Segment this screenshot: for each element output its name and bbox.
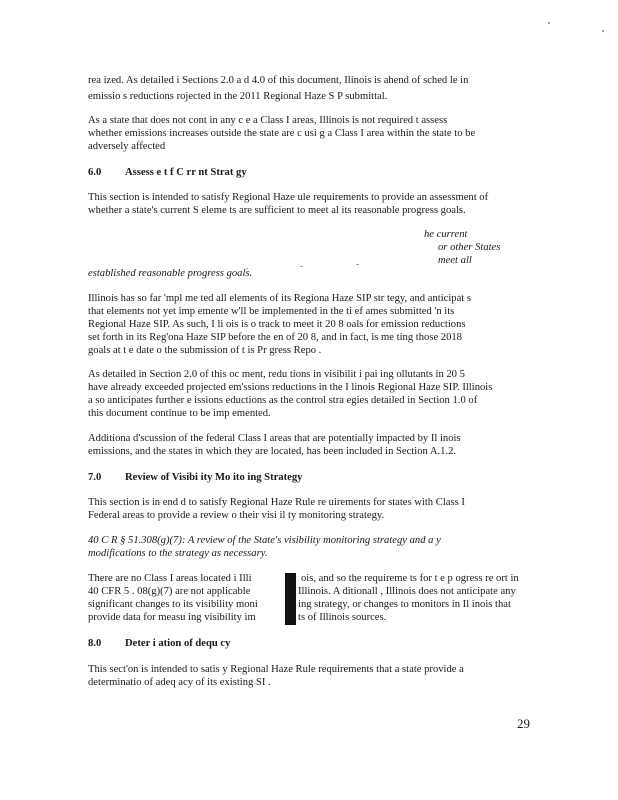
paragraph-line: There are no Class I areas located i Illi (88, 573, 252, 584)
paragraph-line: whether emissions increases outside the state are c usi g a Class I area within the state to be (88, 128, 476, 139)
paragraph-line: This section is in end d to satisfy Regional Haze Rule re uirements for states with Class I (88, 497, 465, 508)
scan-speck (300, 266, 303, 267)
section-title: Review of Visibi ity Mo ito ing Strategy (125, 472, 303, 483)
section-heading-7 (88, 472, 302, 484)
paragraph-line: rea ized. As detailed i Sections 2.0 a d 4.0 of this document, Ilinois is ahend of sched le in (88, 75, 469, 86)
redaction-bar (285, 573, 296, 625)
scan-speck (602, 30, 604, 32)
paragraph-line: set forth in its Reg'ona Haze SIP before the en of 20 8, and in fact, is me ting those 2018 (88, 332, 462, 343)
faded-fragment: he current (424, 229, 468, 240)
paragraph-line: ois, and so the requireme ts for t e p ogress re ort in (301, 573, 519, 584)
section-number: 6.0 (88, 167, 102, 178)
paragraph-line: goals at t e date o the submission of t is Pr gress Repo . (88, 345, 322, 356)
paragraph-line: This sect'on is intended to satis y Regional Haze Rule requirements that a state provide a (88, 664, 464, 675)
paragraph-line: Illinois. A ditionall , Illinois does not anticipate any (298, 586, 516, 597)
section-title: Assess e t f C rr nt Strat gy (125, 167, 247, 178)
paragraph-line: that elements not yet imp emente w'll be implemented in the ti ef ames submitted 'n its (88, 306, 455, 317)
paragraph-line: As detailed in Section 2.0 of this oc ment, redu tions in visibilit i pai ing ollutants in 20 5 (88, 369, 465, 380)
paragraph-line: ing strategy, or changes to monitors in Il inois that (298, 599, 511, 610)
section-heading-6 (88, 167, 247, 179)
section-heading-8 (88, 638, 230, 650)
paragraph-line: significant changes to its visibility moni (88, 599, 258, 610)
paragraph-line: Federal areas to provide a review o their visi il ty monitoring strategy. (88, 510, 385, 521)
paragraph-line: whether a state's current S eleme ts are sufficient to meet al its reasonable progress goals. (88, 205, 466, 216)
faded-fragment: or other States (438, 242, 501, 253)
scan-speck (356, 264, 359, 265)
paragraph-line: ts of Illinois sources. (298, 612, 387, 623)
paragraph-line: emissio s reductions rojected in the 2011 Regional Haze S P submittal. (88, 91, 388, 102)
paragraph-line: Illinois has so far 'mpl me ted all elements of its Regiona Haze SIP str tegy, and anticipat s (88, 293, 471, 304)
paragraph-line: emissions, and the states in which they are located, has been included in Section A.1.2. (88, 446, 457, 457)
paragraph-line: adversely affected (88, 141, 166, 152)
page-number: 29 (517, 716, 530, 731)
paragraph-line: provide data for measu ing visibility im (88, 612, 256, 623)
paragraph-line: As a state that does not cont in any c e a Class I areas, Illinois is not required t assess (88, 115, 448, 126)
paragraph-line: This section is intended to satisfy Regional Haze ule requirements to provide an assessment of (88, 192, 489, 203)
section-title: Deter i ation of dequ cy (125, 638, 231, 649)
faded-fragment: meet all (438, 255, 472, 266)
paragraph-line: 40 CFR 5 . 08(g)(7) are not applicable (88, 586, 251, 597)
section-number: 8.0 (88, 638, 102, 649)
scan-speck (548, 22, 550, 24)
paragraph-line: this document continue to be imp emented. (88, 408, 271, 419)
paragraph-line: have already exceeded projected em'ssions reductions in the I linois Regional Haze SIP. Illinois (88, 382, 493, 393)
paragraph-line: a so anticipates further e issions eductions as the control stra egies detailed in Section 1.0 of (88, 395, 478, 406)
paragraph-line: Additiona d'scussion of the federal Class I areas that are potentially impacted by Il inois (88, 433, 461, 444)
paragraph-line: Regional Haze SIP. As such, I li ois is o track to meet it 20 8 oals for emission reductions (88, 319, 466, 330)
paragraph-line: established reasonable progress goals. (88, 268, 253, 279)
regulation-citation: modifications to the strategy as necessary. (88, 548, 268, 559)
regulation-citation: 40 C R § 51.308(g)(7): A review of the State's visibility monitoring strategy and a y (88, 535, 441, 546)
section-number: 7.0 (88, 472, 102, 483)
paragraph-line: determinatio of adeq acy of its existing SI . (88, 677, 271, 688)
